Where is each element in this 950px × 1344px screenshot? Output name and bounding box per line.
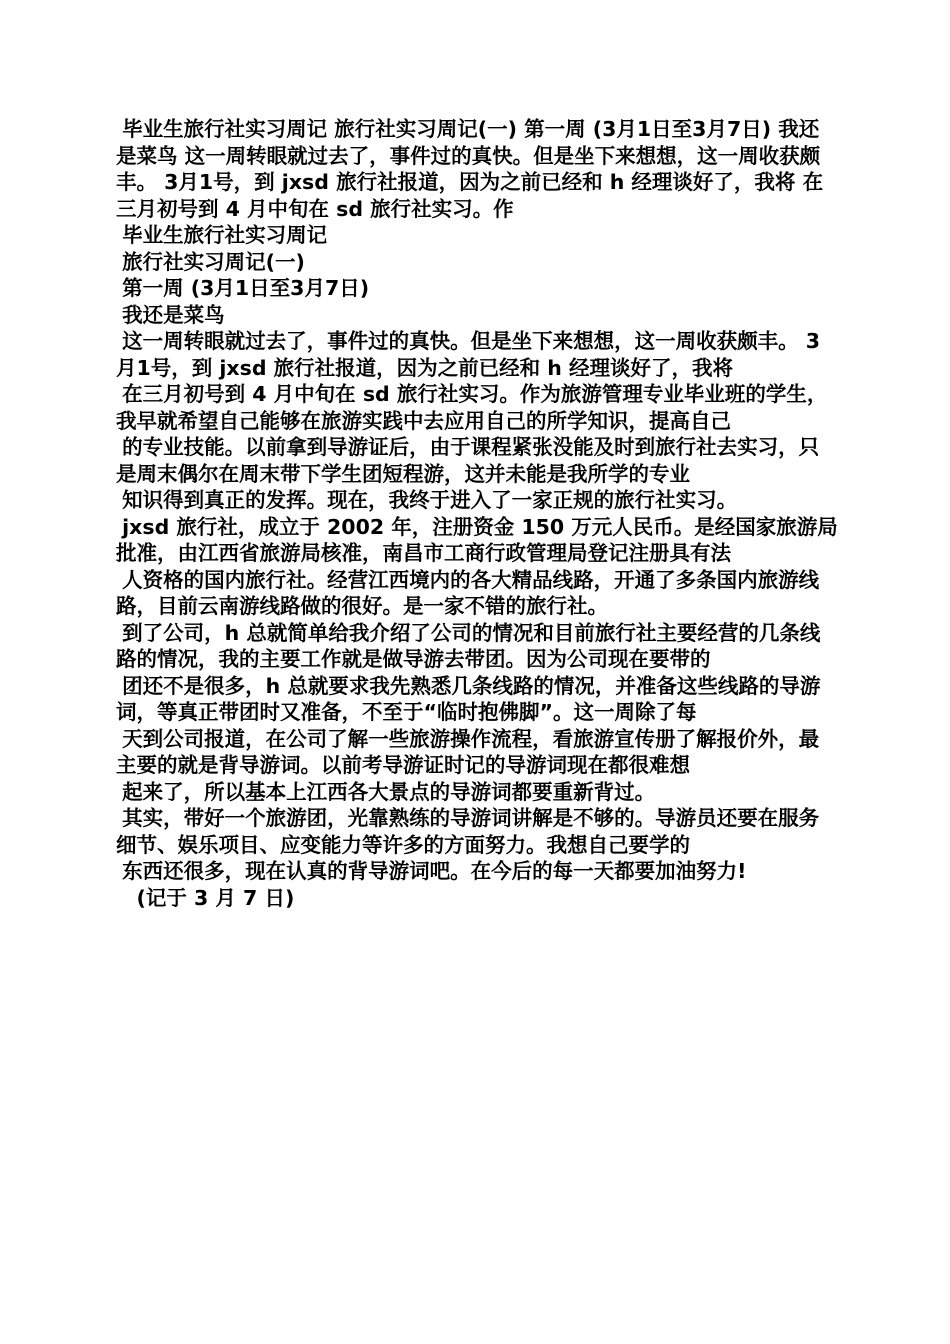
date-signature: (记于 3 月 7 日) [136,885,295,910]
document-title: 毕业生旅行社实习周记 [122,223,328,247]
week-heading: 第一周 (3月1日至3月7日) [122,276,370,300]
body-paragraph: 的专业技能。以前拿到导游证后，由于课程紧张没能及时到旅行社去实习，只是周末偶尔在周末带下学生团短程游，这并未能是我所学的专业 [116,435,820,486]
body-paragraph: 在三月初号到 4 月中旬在 sd 旅行社实习。作为旅游管理专业毕业班的学生，我早就希望自己能够在旅游实践中去应用自己的所学知识，提高自己 [116,382,828,433]
body-paragraph: jxsd 旅行社，成立于 2002 年，注册资金 150 万元人民币。是经国家旅游局批准，由江西省旅游局核准，南昌市工商行政管理局登记注册具有法 [116,514,838,565]
summary-paragraph: 毕业生旅行社实习周记 旅行社实习周记(一) 第一周 (3月1日至3月7日) 我还是菜鸟 这一周转眼就过去了，事件过的真快。但是坐下来想想，这一周收获颇丰。 3月1号，到 jxsd 旅行社报道，因为之前已经和 h 经理谈好了，我将 在三月初号到 4 月中旬在 sd 旅行社实习。作 [116,117,824,221]
body-paragraph: 知识得到真正的发挥。现在，我终于进入了一家正规的旅行社实习。 [122,488,738,512]
body-paragraph: 到了公司，h 总就简单给我介绍了公司的情况和目前旅行社主要经营的几条线路的情况，我的主要工作就是做导游去带团。因为公司现在要带的 [116,620,821,671]
section-subtitle: 我还是菜鸟 [122,302,225,327]
body-paragraph: 团还不是很多，h 总就要求我先熟悉几条线路的情况，并准备这些线路的导游词，等真正带团时又准备，不至于“临时抱佛脚”。这一周除了每 [116,673,821,724]
body-paragraph: 起来了，所以基本上江西各大景点的导游词都要重新背过。 [122,779,656,804]
body-paragraph: 人资格的国内旅行社。经营江西境内的各大精品线路，开通了多条国内旅游线路，目前云南游线路做的很好。是一家不错的旅行社。 [116,567,820,618]
body-paragraph: 其实，带好一个旅游团，光靠熟练的导游词讲解是不够的。导游员还要在服务细节、娱乐项目、应变能力等许多的方面努力。我想自己要学的 [116,806,820,857]
body-paragraph: 天到公司报道，在公司了解一些旅游操作流程，看旅游宣传册了解报价外，最主要的就是背导游词。以前考导游证时记的导游词现在都很难想 [116,726,820,777]
body-paragraph: 这一周转眼就过去了，事件过的真快。但是坐下来想想，这一周收获颇丰。 3月1号，到 jxsd 旅行社报道，因为之前已经和 h 经理谈好了，我将 [116,329,821,380]
journal-title: 旅行社实习周记(一) [122,249,305,274]
document-body [116,116,838,911]
body-paragraph: 东西还很多，现在认真的背导游词吧。在今后的每一天都要加油努力! [122,859,747,883]
